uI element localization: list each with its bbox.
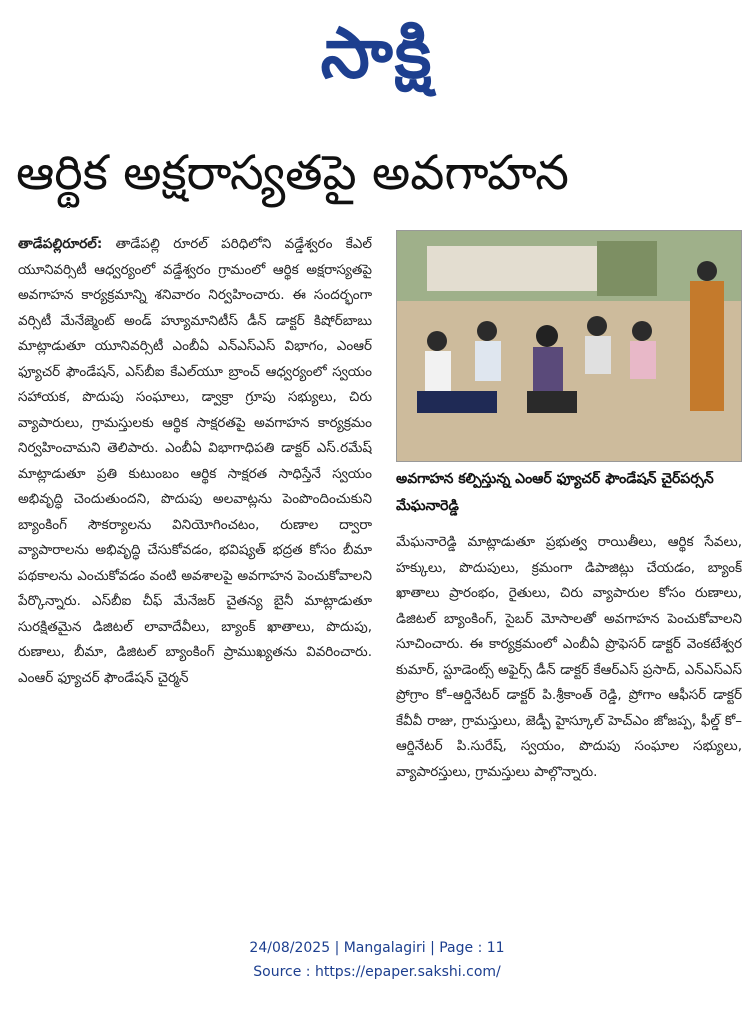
photo-caption: అవగాహన కల్పిస్తున్న ఎంఆర్ ఫ్యూచర్ ఫౌండేషన్ చైర్‌పర్సన్ మేఘనారెడ్డి <box>396 471 714 514</box>
article-photo <box>396 230 742 462</box>
article-body-left <box>18 232 372 892</box>
article-body-right: మేఘనారెడ్డి మాట్లాడుతూ ప్రభుత్వ రాయితీలు, ఆర్థిక సేవలు, హక్కులు, పొదుపులు, క్రమంగా డిపాజిట్లు చేయడం, బ్యాంక్ ఖాతాలు ప్రారంభం, రైతులు, చిరు వ్యాపారుల కోసం రుణాలు, డిజిటల్ బ్యాంకింగ్, సైబర్ మోసాలతో అవగాహన పెంచుకోవాలని సూచించారు. ఈ కార్యక్రమంలో ఎంబీఏ ప్రొఫెసర్ డాక్టర్ వెంకటేశ్వర కుమార్, స్టూడెంట్స్ అఫైర్స్ డీన్ డాక్టర్ కేఆర్ఎస్ ప్రసాద్, ఎన్ఎస్ఎస్ ప్రోగ్రాం కో–ఆర్డినేటర్ డాక్టర్ పి.శ్రీకాంత్ రెడ్డి, ప్రోగాం ఆఫీసర్ డాక్టర్ కేవీవీ రాజు, గ్రామస్తులు, జెడ్పీ హైస్కూల్ హెచ్ఎం జోజప్ప, ఫీల్డ్ కో–ఆర్డినేటర్ పి.సురేష్, స్వయం, పొదుపు సంఘాల సభ్యులు, వ్యాపారస్తులు, గ్రామస్తులు పాల్గొన్నారు. <box>396 534 742 780</box>
footer-date-edition: 24/08/2025 | Mangalagiri | Page : 11 <box>249 940 505 956</box>
newspaper-logo: సాక్షి <box>320 12 434 94</box>
dateline: తాడేపల్లిరూరల్: <box>18 236 103 252</box>
masthead <box>0 8 754 100</box>
article-headline: ఆర్థిక అక్షరాస్యతపై అవగాహన <box>16 145 569 201</box>
page-footer <box>0 936 754 984</box>
footer-source: Source : https://epaper.sakshi.com/ <box>253 964 501 980</box>
left-column-text: తాడేపల్లి రూరల్ పరిధిలోని వడ్డేశ్వరం కేఎల్ యూనివర్సిటీ ఆధ్వర్యంలో వడ్డేశ్వరం గ్రామంలో ఆర్థిక అక్షరాస్యతపై అవగాహన కార్యక్రమాన్ని శనివారం నిర్వహించారు. ఈ సందర్భంగా వర్సిటీ మేనేజ్మెంట్ అండ్ హ్యూమానిటీస్ డీన్ డాక్టర్ కిషోర్‌బాబు మాట్లాడుతూ యూనివర్సిటీ ఎంబీఏ ఎన్ఎస్ఎస్ విభాగం, ఎంఆర్ ఫ్యూచర్ ఫౌండేషన్, ఎస్‌బీఐ కేఎల్‌యూ బ్రాంచ్ ఆధ్వర్యంలో స్వయం సహాయక, పొదుపు సంఘాలు, డ్వాక్రా గ్రూపు సభ్యులు, చిరు వ్యాపారులు, గ్రామస్తులకు ఆర్థిక సాక్షరతపై అవగాహన కార్యక్రమం నిర్వహించామని తెలిపారు. ఎంబీఏ విభాగాధిపతి డాక్టర్ ఎస్.రమేష్ మాట్లాడుతూ ప్రతి కుటుంబం ఆర్థిక సాక్షరత సాధిస్తేనే స్వయం అభివృద్ధి చెందుతుందని, పొదుపు అలవాట్లను పెంపొందించుకుని బ్యాంకింగ్ సౌకర్యాలను వినియోగించటం, రుణాల ద్వారా వ్యాపారాలను అభివృద్ధి చేసుకోవడం, భవిష్యత్ భద్రత కోసం బీమా పథకాలను ఎంచుకోవడం వంటి అవశాలపై అవగాహన పెంచుకోవాలని పేర్కొన్నారు. ఎస్‌బీఐ చీఫ్ మేనేజర్ చైతన్య బైనీ మాట్లాడుతూ సురక్షితమైన డిజిటల్ లావాదేవీలు, బ్యాంక్ ఖాతాలు, పొదుపు, రుణాలు, బీమా, డిజిటల్ బ్యాంకింగ్ ప్రాముఖ్యతను వివరించారు. ఎంఆర్ ఫ్యూచర్ ఫౌండేషన్ చైర్మన్ <box>18 236 372 686</box>
event-photo-illustration <box>397 231 741 461</box>
